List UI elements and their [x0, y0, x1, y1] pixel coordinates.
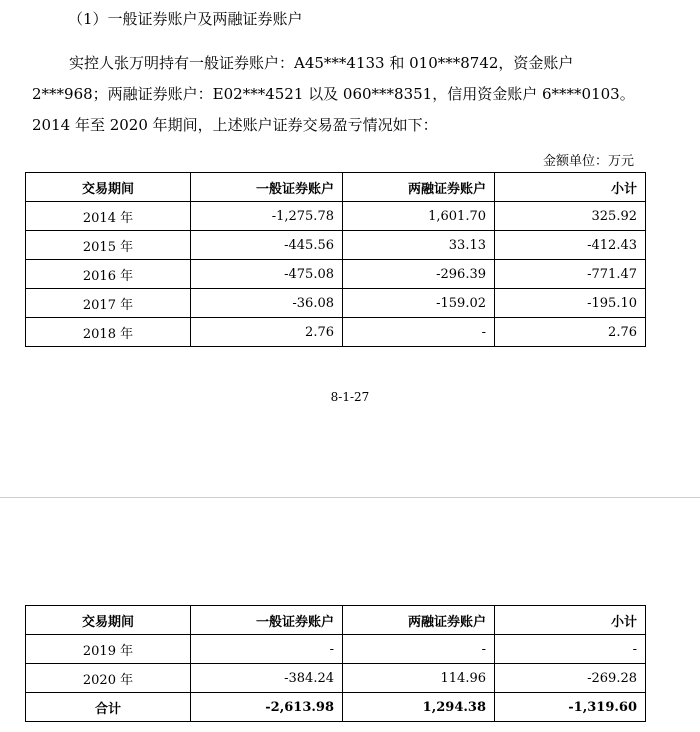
header-period: 交易期间	[26, 606, 191, 635]
cell-period: 2019 年	[26, 635, 191, 664]
cell-period: 2015 年	[26, 231, 191, 260]
cell-subtotal: 325.92	[495, 202, 646, 231]
cell-period: 2016 年	[26, 260, 191, 289]
table-row	[26, 231, 646, 260]
body-paragraph	[32, 48, 642, 141]
cell-general: -384.24	[191, 664, 343, 693]
cell-total-general: -2,613.98	[191, 693, 343, 722]
header-period: 交易期间	[26, 173, 191, 202]
cell-subtotal: -412.43	[495, 231, 646, 260]
header-subtotal: 小计	[495, 173, 646, 202]
cell-margin: -296.39	[343, 260, 495, 289]
table-total-row	[26, 693, 646, 722]
cell-general: -36.08	[191, 289, 343, 318]
cell-general: -1,275.78	[191, 202, 343, 231]
table-header-row	[26, 606, 646, 635]
cell-period: 2014 年	[26, 202, 191, 231]
cell-subtotal: -	[495, 635, 646, 664]
header-margin-account: 两融证券账户	[343, 606, 495, 635]
cell-total-margin: 1,294.38	[343, 693, 495, 722]
cell-total-subtotal: -1,319.60	[495, 693, 646, 722]
header-general-account: 一般证券账户	[191, 606, 343, 635]
cell-period: 2018 年	[26, 318, 191, 347]
table-row	[26, 318, 646, 347]
cell-margin: -159.02	[343, 289, 495, 318]
cell-period: 2020 年	[26, 664, 191, 693]
cell-margin: -	[343, 635, 495, 664]
page-number: 8-1-27	[330, 390, 370, 404]
cell-margin: 33.13	[343, 231, 495, 260]
cell-margin: -	[343, 318, 495, 347]
cell-margin: 1,601.70	[343, 202, 495, 231]
table-row	[26, 202, 646, 231]
profit-loss-table-part1	[25, 172, 646, 347]
table-row	[26, 664, 646, 693]
table-row	[26, 289, 646, 318]
page-divider	[0, 497, 700, 498]
profit-loss-table-part2	[25, 605, 646, 722]
cell-subtotal: -195.10	[495, 289, 646, 318]
unit-label: 金额单位：万元	[542, 154, 634, 169]
cell-period: 2017 年	[26, 289, 191, 318]
header-general-account: 一般证券账户	[191, 173, 343, 202]
paragraph-line-1: 实控人张万明持有一般证券账户：A45***4133 和 010***8742，资金账户	[69, 54, 574, 72]
cell-margin: 114.96	[343, 664, 495, 693]
cell-general: -475.08	[191, 260, 343, 289]
table-row	[26, 260, 646, 289]
section-heading: （1）一般证券账户及两融证券账户	[68, 10, 303, 28]
cell-subtotal: -771.47	[495, 260, 646, 289]
header-margin-account: 两融证券账户	[343, 173, 495, 202]
cell-subtotal: -269.28	[495, 664, 646, 693]
cell-total-label: 合计	[26, 693, 191, 722]
cell-general: 2.76	[191, 318, 343, 347]
table-header-row	[26, 173, 646, 202]
table-row	[26, 635, 646, 664]
header-subtotal: 小计	[495, 606, 646, 635]
paragraph-line-3: 2014 年至 2020 年期间，上述账户证券交易盈亏情况如下：	[32, 116, 438, 134]
paragraph-line-2: 2***968；两融证券账户：E02***4521 以及 060***8351，信用资金账户 6****0103。	[32, 85, 635, 103]
cell-general: -445.56	[191, 231, 343, 260]
cell-subtotal: 2.76	[495, 318, 646, 347]
cell-general: -	[191, 635, 343, 664]
